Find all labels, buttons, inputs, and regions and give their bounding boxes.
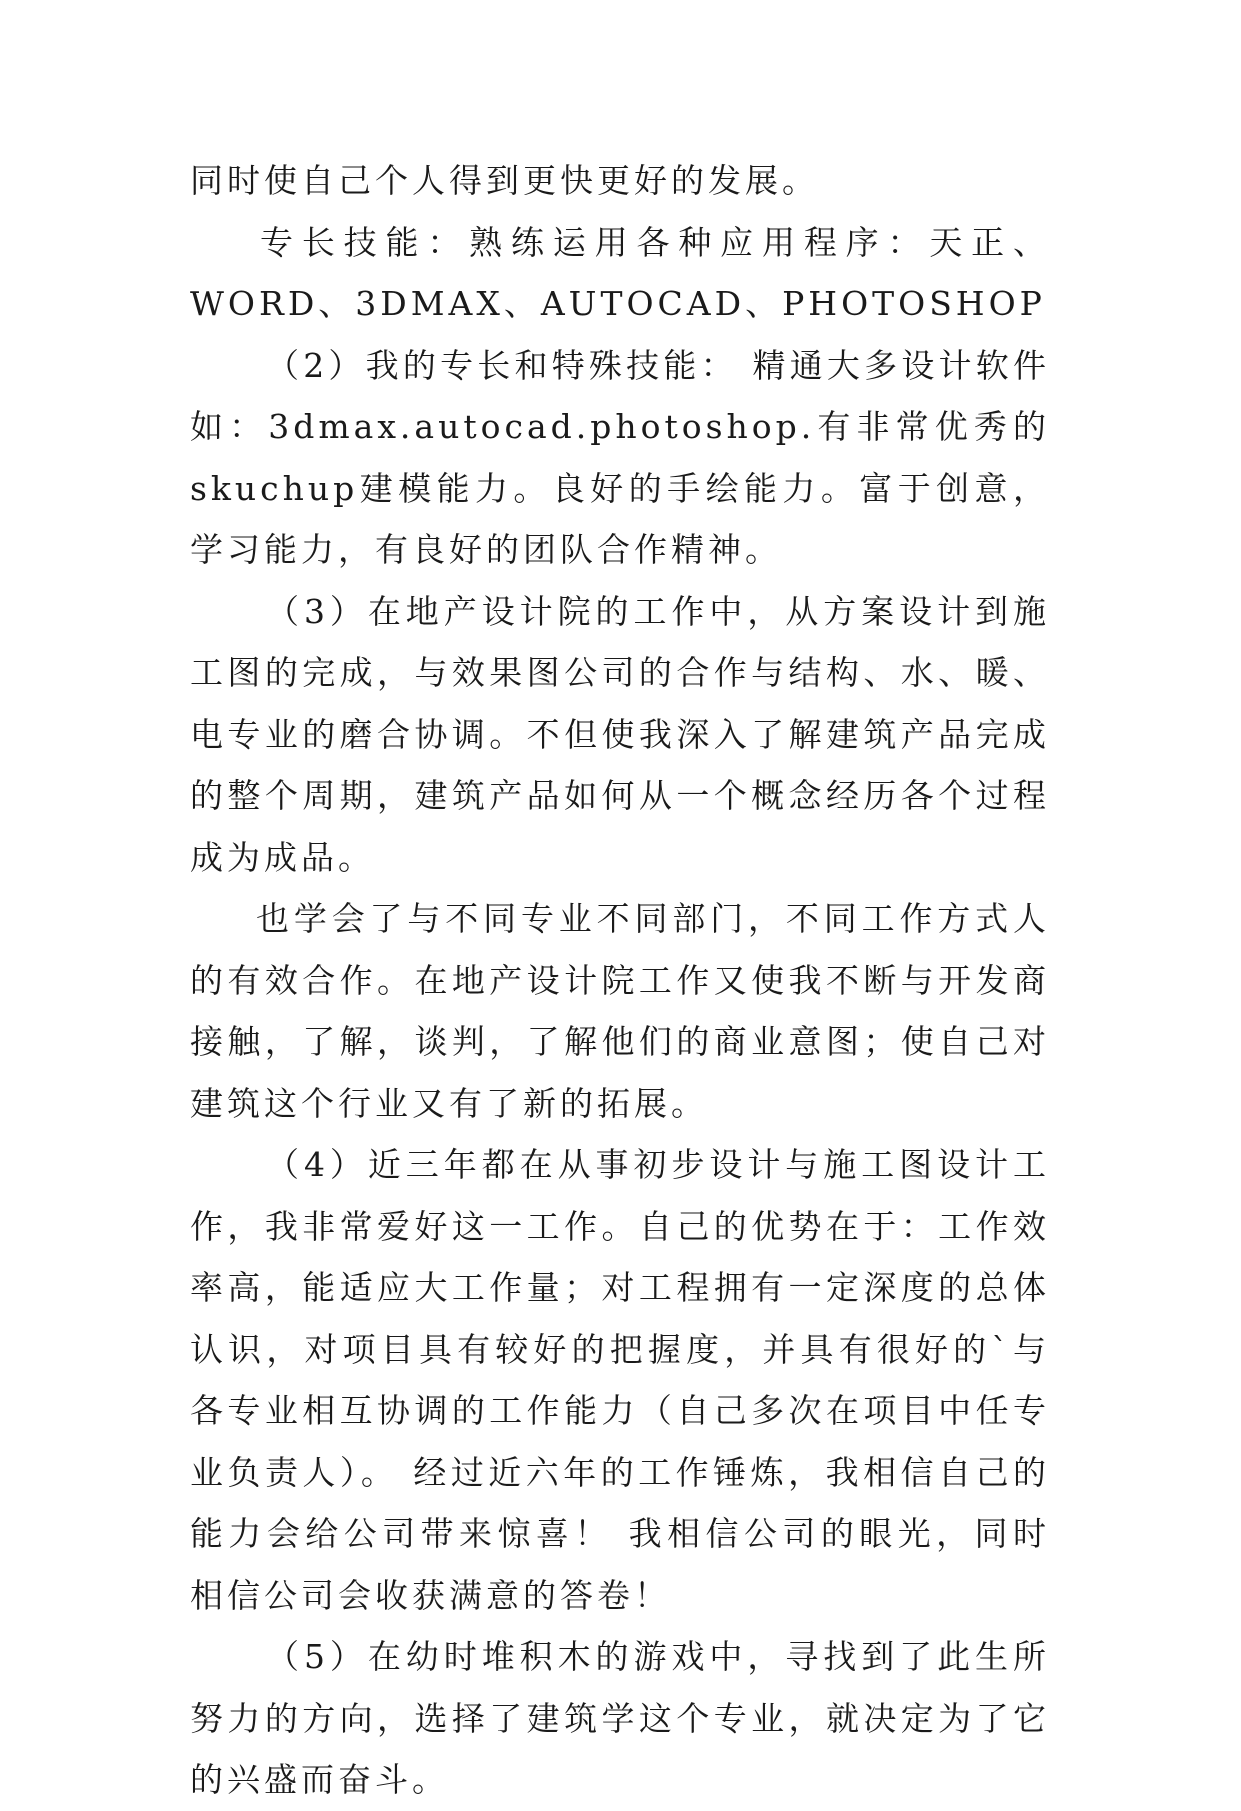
paragraph-skills: 专长技能：熟练运用各种应用程序：天正、WORD、3DMAX、AUTOCAD、PHOTOSHOP: [190, 222, 1050, 323]
paragraph-item-4: （4）近三年都在从事初步设计与施工图设计工作，我非常爱好这一工作。自己的优势在于：工作效率高，能适应大工作量；对工程拥有一定深度的总体认识，对项目具有较好的把握度，并具有很好的`与各专业相互协调的工作能力（自己多次在项目中任专业负责人）。 经过近六年的工作锤炼，我相信自己的能力会给公司带来惊喜！ 我相信公司的眼光，同时相信公司会收获满意的答卷！: [190, 1145, 1050, 1615]
paragraph-cooperation: 也学会了与不同专业不同部门，不同工作方式人的有效合作。在地产设计院工作又使我不断与开发商接触，了解，谈判，了解他们的商业意图；使自己对建筑这个行业又有了新的拓展。: [190, 899, 1050, 1123]
paragraph-item-2: （2）我的专长和特殊技能： 精通大多设计软件如：3dmax.autocad.photoshop.有非常优秀的skuchup建模能力。良好的手绘能力。富于创意，学习能力，有良好的团队合作精神。: [190, 345, 1050, 569]
paragraph-item-3: （3）在地产设计院的工作中，从方案设计到施工图的完成，与效果图公司的合作与结构、水、暖、电专业的磨合协调。不但使我深入了解建筑产品完成的整个周期，建筑产品如何从一个概念经历各个过程成为成品。: [190, 591, 1050, 877]
paragraph-item-5: （5）在幼时堆积木的游戏中，寻找到了此生所努力的方向，选择了建筑学这个专业，就决定为了它的兴盛而奋斗。: [190, 1637, 1050, 1799]
document-body: [190, 150, 1050, 1811]
paragraph-continuation: 同时使自己个人得到更快更好的发展。: [190, 161, 819, 200]
